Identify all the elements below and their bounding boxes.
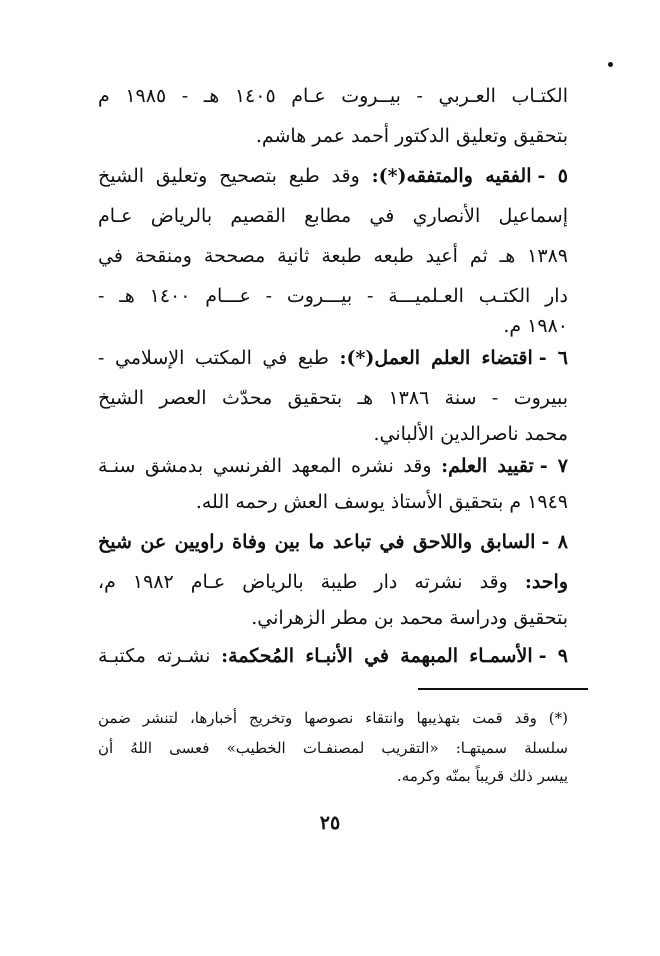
item-text: وقد طبع بتصحيح وتعليق الشيخ bbox=[98, 165, 360, 187]
book-title-continued: واحد: bbox=[524, 571, 568, 593]
text-line: ١٩٨٠ م. bbox=[503, 315, 568, 337]
footnote-line: (*) وقد قمت بتهذيبها وانتقاء نصوصها وتخريج أخبارها، لتنشر ضمن bbox=[98, 709, 568, 727]
item-number: ٩ - bbox=[538, 645, 568, 667]
footnote-line: ييسر ذلك قريباً بمنّه وكرمه. bbox=[397, 767, 568, 785]
item-number: ٧ - bbox=[539, 455, 568, 477]
item-number: ٦ - bbox=[538, 347, 568, 369]
footnote-line: سلسلة سميتهـا: «التقريب لمصنفـات الخطيب» فعسى اللهُ أن bbox=[98, 739, 568, 757]
item-text: طبع في المكتب الإسلامي - bbox=[98, 347, 329, 369]
item-text: وقد نشره المعهد الفرنسي بدمشق سنـة bbox=[98, 455, 432, 477]
book-title: تقييد العلم: bbox=[441, 455, 534, 477]
text-line: بتحقيق وتعليق الدكتور أحمد عمر هاشم. bbox=[255, 125, 568, 147]
item-number: ٥ - bbox=[537, 165, 568, 187]
list-item-9 bbox=[98, 636, 568, 676]
text-line: إسماعيل الأنصاري في مطابع القصيم بالرياض عـام bbox=[98, 205, 568, 227]
book-title: اقتضاء العلم العمل(*): bbox=[339, 347, 533, 369]
item-text: نشـرته مكتبـة bbox=[98, 645, 211, 667]
book-title: السابق واللاحق في تباعد ما بين وفاة راويين عن شيخ bbox=[98, 531, 536, 553]
book-title: الأسمـاء المبهمة في الأنبـاء المُحكمة: bbox=[221, 645, 533, 667]
page-number: ٢٥ bbox=[319, 812, 341, 834]
text-line: بتحقيق ودراسة محمد بن مطر الزهراني. bbox=[251, 607, 568, 629]
footnote-separator bbox=[418, 688, 588, 690]
list-item-5 bbox=[98, 156, 568, 196]
text-line: ١٣٨٩ هـ ثم أعيد طبعه طبعة ثانية مصححة ومنقحة في bbox=[98, 245, 568, 267]
book-title: الفقيه والمتفقه(*): bbox=[371, 165, 532, 187]
text-line: دار الكتـب العـلميـــة - بيـــروت - عـــام ١٤٠٠ هـ - bbox=[98, 285, 568, 307]
text-line: الكتـاب العـربي - بيــروت عـام ١٤٠٥ هـ - ١٩٨٥ م bbox=[98, 85, 568, 107]
text-line bbox=[98, 562, 568, 602]
text-line: ببيروت - سنة ١٣٨٦ هـ بتحقيق محدّث العصر الشيخ bbox=[98, 387, 568, 409]
list-item-7 bbox=[98, 446, 568, 486]
item-number: ٨ - bbox=[541, 531, 568, 553]
item-text: وقد نشرته دار طيبة بالرياض عـام ١٩٨٢ م، bbox=[98, 571, 508, 593]
list-item-8 bbox=[98, 522, 568, 562]
text-line: محمد ناصرالدين الألباني. bbox=[373, 423, 568, 445]
ink-dot bbox=[608, 62, 613, 67]
text-line: ١٩٤٩ م بتحقيق الأستاذ يوسف العش رحمه الله. bbox=[195, 491, 568, 513]
list-item-6 bbox=[98, 338, 568, 378]
